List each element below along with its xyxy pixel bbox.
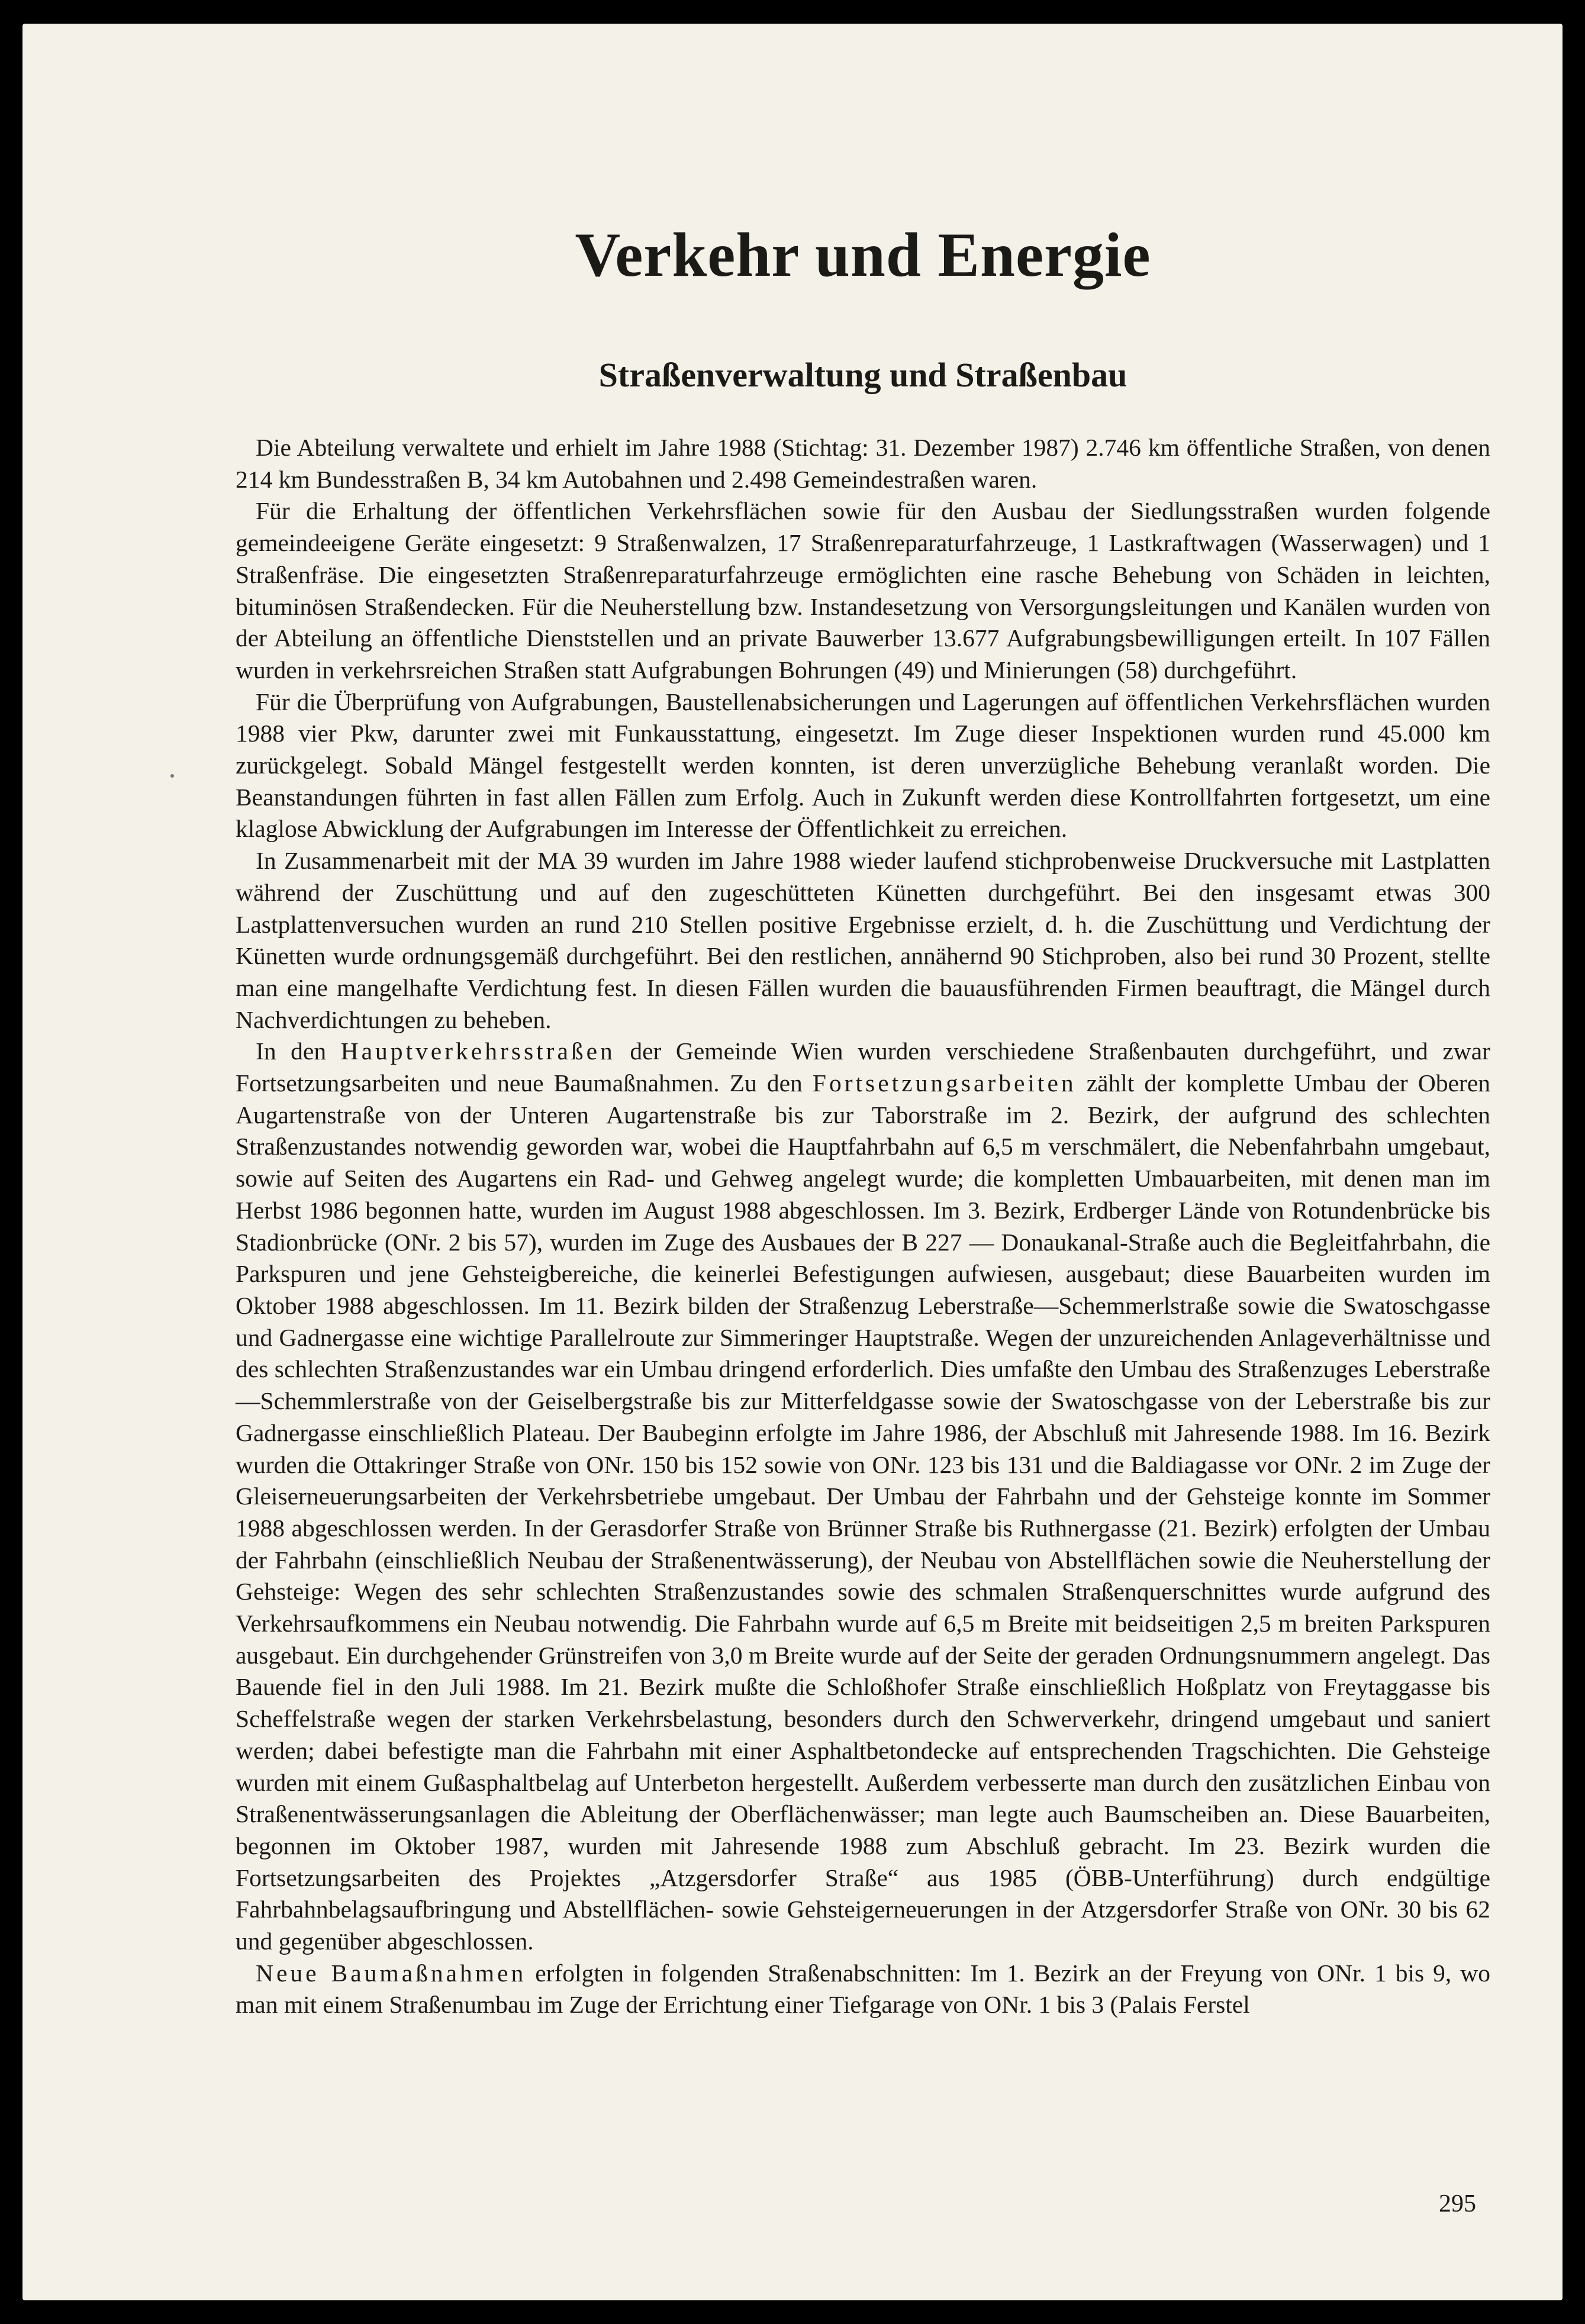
paragraph: Für die Erhaltung der öffentlichen Verkehrsflächen sowie für den Ausbau der Siedlungsstraßen wurden folgende gemeindeeigene Geräte eingesetzt: 9 Straßenwalzen, 17 Straßenreparaturfahrzeuge, 1 Lastkraftwagen (Wasserwagen) und 1 Straßenfräse. Die eingesetzten Straßenreparaturfahrzeuge ermöglichten eine rasche Behebung von Schäden in leichten, bituminösen Straßendecken. Für die Neuherstellung bzw. Instandesetzung von Versorgungsleitungen und Kanälen wurden von der Abteilung an öffentliche Dienststellen und an private Bauwerber 13.677 Aufgrabungsbewilligungen erteilt. In 107 Fällen wurden in verkehrsreichen Straßen statt Aufgrabungen Bohrungen (49) und Minierungen (58) durchgeführt. — [236, 497, 1490, 684]
text-run: erfolgten in folgenden Straßenabschnitten: Im 1. Bezirk an der Freyung von ONr. 1 bis 9, wo man mit einem Straßenumbau im Zuge der Errichtung einer Tiefgarage von ONr. 1 bis 3 (Palais Ferstel — [236, 1959, 1490, 2019]
paragraph: Für die Überprüfung von Aufgrabungen, Baustellenabsicherungen und Lagerungen auf öffentlichen Verkehrsflächen wurden 1988 vier Pkw, darunter zwei mit Funkausstattung, eingesetzt. Im Zuge dieser Inspektionen wurden rund 45.000 km zurückgelegt. Sobald Mängel festgestellt werden konnten, ist deren unverzügliche Behebung veranlaßt worden. Die Beanstandungen führten in fast allen Fällen zum Erfolg. Auch in Zukunft werden diese Kontrollfahrten fortgesetzt, um eine klaglose Abwicklung der Aufgrabungen im Interesse der Öffentlichkeit zu erreichen. — [236, 688, 1490, 843]
spaced-term: Hauptverkehrsstraßen — [340, 1037, 616, 1065]
chapter-title: Verkehr und Energie — [575, 220, 1151, 289]
body-text — [236, 432, 1490, 2021]
paragraph: In Zusammenarbeit mit der MA 39 wurden im Jahre 1988 wieder laufend stichprobenweise Druckversuche mit Lastplatten während der Zuschüttung und auf den zugeschütteten Künetten durchgeführt. Bei den insgesamt etwas 300 Lastplattenversuchen wurden an rund 210 Stellen positive Ergebnisse erzielt, d. h. die Zuschüttung und Verdichtung der Künetten wurde ordnungsgemäß durchgeführt. Bei den restlichen, annähernd 90 Stichproben, also bei rund 30 Prozent, stellte man eine mangelhafte Verdichtung fest. In diesen Fällen wurden die bauausführenden Firmen beauftragt, die Mängel durch Nachverdichtungen zu beheben. — [236, 847, 1490, 1033]
document-page — [22, 24, 1563, 2300]
paragraph — [236, 1036, 1490, 1957]
spaced-term: Fortsetzungsarbeiten — [812, 1069, 1077, 1097]
paragraph: Die Abteilung verwaltete und erhielt im Jahre 1988 (Stichtag: 31. Dezember 1987) 2.746 km öffentliche Straßen, von denen 214 km Bundesstraßen B, 34 km Autobahnen und 2.498 Gemeindestraßen waren. — [236, 434, 1490, 493]
text-run: In den — [256, 1037, 341, 1065]
text-run: der Gemeinde Wien wurden verschiedene Straßenbauten durchgeführt, und zwar Fortsetzungsarbeiten und neue Baumaßnahmen. Zu den — [236, 1037, 1490, 1097]
paragraph — [236, 1958, 1490, 2021]
section-title: Straßenverwaltung und Straßenbau — [598, 356, 1127, 394]
scan-speck — [170, 774, 174, 778]
page-number: 295 — [1439, 2190, 1476, 2217]
spaced-term: Neue Baumaßnahmen — [256, 1959, 527, 1987]
text-run: zählt der komplette Umbau der Oberen Augartenstraße von der Unteren Augartenstraße bis zur Taborstraße im 2. Bezirk, der aufgrund des schlechten Straßenzustandes notwendig geworden war, wobei die Hauptfahrbahn auf 6,5 m verschmälert, die Nebenfahrbahn umgebaut, sowie auf Seiten des Augartens ein Rad- und Gehweg angelegt wurde; die kompletten Umbauarbeiten, mit denen man im Herbst 1986 begonnen hatte, wurden im August 1988 abgeschlossen. Im 3. Bezirk, Erdberger Lände von Rotundenbrücke bis Stadionbrücke (ONr. 2 bis 57), wurden im Zuge des Ausbaues der B 227 — Donaukanal-Straße auch die Begleitfahrbahn, die Parkspuren und jene Gehsteigbereiche, die keinerlei Befestigungen aufwiesen, ausgebaut; diese Bauarbeiten wurden im Oktober 1988 abgeschlossen. Im 11. Bezirk bilden der Straßenzug Leberstraße—Schemmerlstraße sowie die Swatoschgasse und Gadnergasse eine wichtige Parallelroute zur Simmeringer Hauptstraße. Wegen der unzureichenden Anlageverhältnisse und des schlechten Straßenzustandes war ein Umbau dringend erforderlich. Dies umfaßte den Umbau des Straßenzuges Leberstraße—Schemmlerstraße von der Geiselbergstraße bis zur Mitterfeldgasse sowie der Swatoschgasse von der Leberstraße bis zur Gadnergasse einschließlich Plateau. Der Baubeginn erfolgte im Jahre 1986, der Abschluß mit Jahresende 1988. Im 16. Bezirk wurden die Ottakringer Straße von ONr. 150 bis 152 sowie von ONr. 123 bis 131 und die Baldiagasse vor ONr. 2 im Zuge der Gleiserneuerungsarbeiten der Verkehrsbetriebe umgebaut. Der Umbau der Fahrbahn und der Gehsteige konnte im Sommer 1988 abgeschlossen werden. In der Gerasdorfer Straße von Brünner Straße bis Ruthnergasse (21. Bezirk) erfolgten der Umbau der Fahrbahn (einschließlich Neubau der Straßenentwässerung), der Neubau von Abstellflächen sowie die Neuherstellung der Gehsteige: Wegen des sehr schlechten Straßenzustandes sowie des schmalen Straßenquerschnittes wurde aufgrund des Verkehrsaufkommens ein Neubau notwendig. Die Fahrbahn wurde auf 6,5 m Breite mit beidseitigen 2,5 m breiten Parkspuren ausgebaut. Ein durchgehender Grünstreifen von 3,0 m Breite wurde auf der Seite der geraden Ordnungsnummern angelegt. Das Bauende fiel in den Juli 1988. Im 21. Bezirk mußte die Schloßhofer Straße einschließlich Hoßplatz von Freytaggasse bis Scheffelstraße wegen der starken Verkehrsbelastung, besonders durch den Schwerverkehr, dringend umgebaut und saniert werden; dabei befestigte man die Fahrbahn mit einer Asphaltbetondecke auf entsprechenden Tragschichten. Die Gehsteige wurden mit einem Gußasphaltbelag auf Unterbeton hergestellt. Außerdem verbesserte man durch den zusätzlichen Einbau von Straßenentwässerungsanlagen die Ableitung der Oberflächenwässer; man legte auch Baumscheiben an. Diese Bauarbeiten, begonnen im Oktober 1987, wurden mit Jahresende 1988 zum Abschluß gebracht. Im 23. Bezirk wurden die Fortsetzungsarbeiten des Projektes „Atzgersdorfer Straße“ aus 1985 (ÖBB-Unterführung) durch endgültige Fahrbahnbelagsaufbringung und Abstellflächen- sowie Gehsteigerneuerungen in der Atzgersdorfer Straße von ONr. 30 bis 62 und gegenüber abgeschlossen. — [236, 1069, 1490, 1955]
